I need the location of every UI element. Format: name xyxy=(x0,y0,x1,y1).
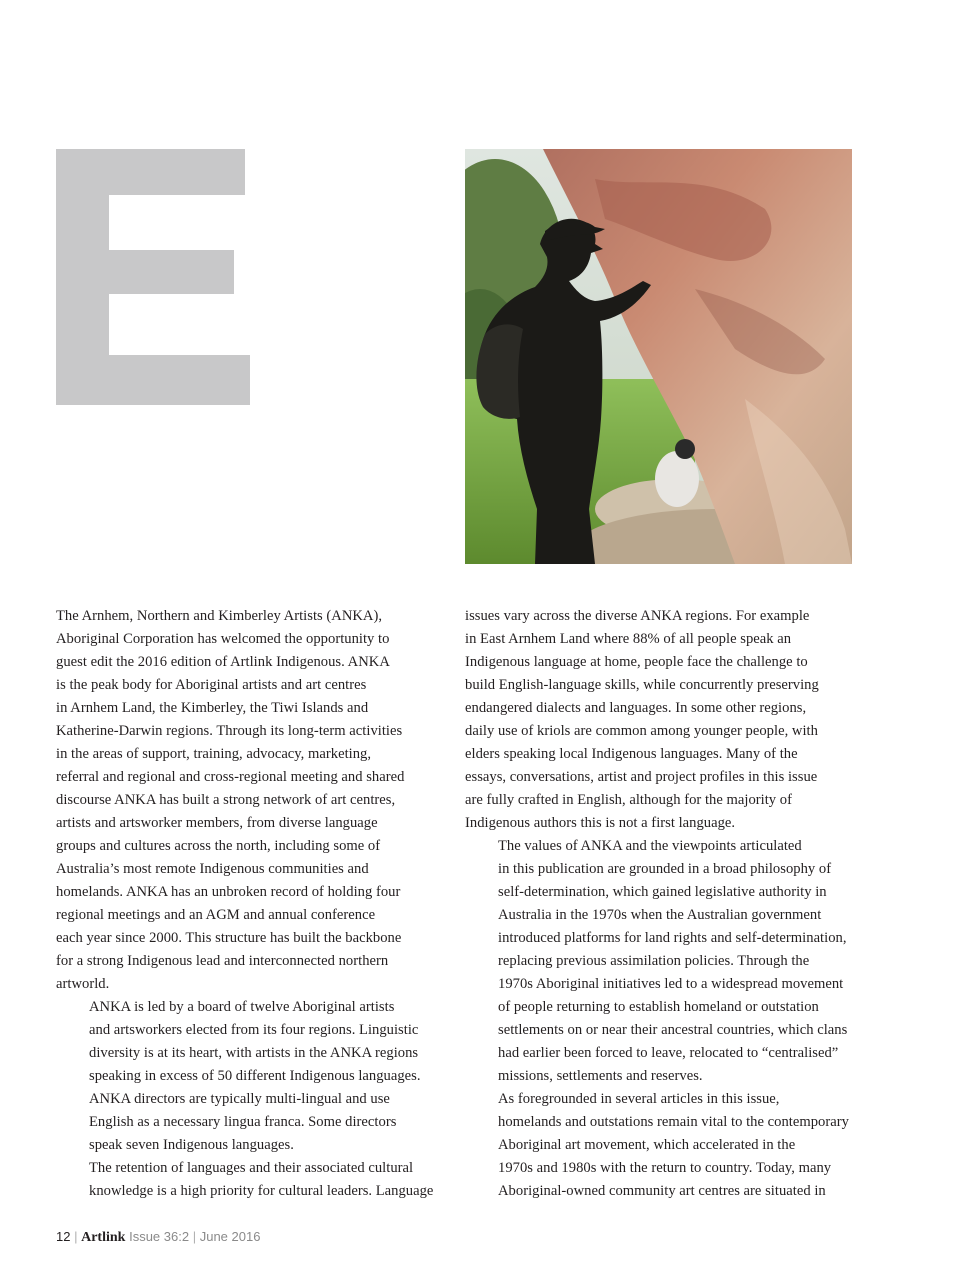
page-footer xyxy=(56,1229,260,1246)
text-line: 1970s and 1980s with the return to country. Today, many xyxy=(498,1160,832,1176)
text-line: in the areas of support, training, advocacy, marketing, xyxy=(56,746,372,762)
text-line: issues vary across the diverse ANKA regions. For example xyxy=(465,608,810,624)
text-line: ANKA directors are typically multi-lingual and use xyxy=(89,1091,390,1107)
text-line: Australia’s most remote Indigenous communities and xyxy=(56,861,369,877)
text-line: had earlier been forced to leave, relocated to “centralised” xyxy=(498,1045,839,1061)
text-line: homelands and outstations remain vital to the contemporary xyxy=(498,1114,849,1130)
text-line: 1970s Aboriginal initiatives led to a widespread movement xyxy=(498,976,844,992)
body-paragraph xyxy=(56,605,444,996)
text-line: diversity is at its heart, with artists in the ANKA regions xyxy=(89,1045,419,1061)
feature-photo xyxy=(465,149,852,564)
text-line: daily use of kriols are common among younger people, with xyxy=(465,723,818,739)
text-line: is the peak body for Aboriginal artists and art centres xyxy=(56,677,367,693)
footer-separator: | xyxy=(74,1229,78,1244)
body-paragraph xyxy=(465,835,853,1088)
text-column-left xyxy=(56,605,444,1203)
text-line: Indigenous language at home, people face the challenge to xyxy=(465,654,808,670)
text-line: Katherine-Darwin regions. Through its long-term activities xyxy=(56,723,403,739)
text-line: The Arnhem, Northern and Kimberley Artists (ANKA), xyxy=(56,608,383,624)
text-line: essays, conversations, artist and project profiles in this issue xyxy=(465,769,818,785)
issue-date: June 2016 xyxy=(199,1229,261,1244)
text-line: The retention of languages and their associated cultural xyxy=(89,1160,414,1176)
text-line: introduced platforms for land rights and self-determination, xyxy=(498,930,847,946)
text-line: Indigenous authors this is not a first language. xyxy=(465,815,736,831)
text-line: elders speaking local Indigenous languages. Many of the xyxy=(465,746,798,762)
text-line: in Arnhem Land, the Kimberley, the Tiwi Islands and xyxy=(56,700,369,716)
text-line: discourse ANKA has built a strong network of art centres, xyxy=(56,792,396,808)
footer-separator-2: | xyxy=(192,1229,197,1244)
text-line: knowledge is a high priority for cultural leaders. Language xyxy=(89,1183,434,1199)
drop-cap-e-shape xyxy=(56,149,250,405)
text-line: in this publication are grounded in a broad philosophy of xyxy=(498,861,832,877)
text-line: The values of ANKA and the viewpoints articulated xyxy=(498,838,802,854)
text-line: endangered dialects and languages. In some other regions, xyxy=(465,700,807,716)
text-line: Australia in the 1970s when the Australian government xyxy=(498,907,822,923)
text-line: build English-language skills, while concurrently preserving xyxy=(465,677,819,693)
text-column-right xyxy=(465,605,853,1203)
text-line: artworld. xyxy=(56,976,110,992)
text-line: in East Arnhem Land where 88% of all people speak an xyxy=(465,631,792,647)
text-line: Aboriginal art movement, which accelerated in the xyxy=(498,1137,796,1153)
issue-number: Issue 36:2 xyxy=(129,1229,190,1244)
text-line: are fully crafted in English, although for the majority of xyxy=(465,792,792,808)
text-line: Aboriginal-owned community art centres are situated in xyxy=(498,1183,826,1199)
body-paragraph xyxy=(56,996,444,1157)
text-line: settlements on or near their ancestral countries, which clans xyxy=(498,1022,848,1038)
magazine-name: Artlink xyxy=(81,1230,126,1245)
body-paragraph xyxy=(465,1088,853,1203)
body-paragraph xyxy=(56,1157,444,1203)
text-line: self-determination, which gained legislative authority in xyxy=(498,884,827,900)
text-line: homelands. ANKA has an unbroken record of holding four xyxy=(56,884,401,900)
body-paragraph xyxy=(465,605,853,835)
drop-cap-letter xyxy=(56,149,250,405)
text-line: for a strong Indigenous lead and interconnected northern xyxy=(56,953,389,969)
text-line: each year since 2000. This structure has built the backbone xyxy=(56,930,402,946)
text-line: referral and regional and cross-regional meeting and shared xyxy=(56,769,405,785)
text-line: artists and artsworker members, from diverse language xyxy=(56,815,378,831)
text-line: speak seven Indigenous languages. xyxy=(89,1137,294,1153)
text-line: guest edit the 2016 edition of Artlink Indigenous. ANKA xyxy=(56,654,390,670)
text-line: and artsworkers elected from its four regions. Linguistic xyxy=(89,1022,419,1038)
text-line: of people returning to establish homeland or outstation xyxy=(498,999,819,1015)
text-line: missions, settlements and reserves. xyxy=(498,1068,703,1084)
text-line: As foregrounded in several articles in this issue, xyxy=(498,1091,780,1107)
page-number: 12 xyxy=(56,1229,71,1244)
text-line: Aboriginal Corporation has welcomed the opportunity to xyxy=(56,631,390,647)
text-line: groups and cultures across the north, including some of xyxy=(56,838,381,854)
text-line: regional meetings and an AGM and annual conference xyxy=(56,907,376,923)
text-line: English as a necessary lingua franca. Some directors xyxy=(89,1114,397,1130)
text-line: replacing previous assimilation policies. Through the xyxy=(498,953,810,969)
text-line: ANKA is led by a board of twelve Aboriginal artists xyxy=(89,999,395,1015)
text-line: speaking in excess of 50 different Indigenous languages. xyxy=(89,1068,421,1084)
